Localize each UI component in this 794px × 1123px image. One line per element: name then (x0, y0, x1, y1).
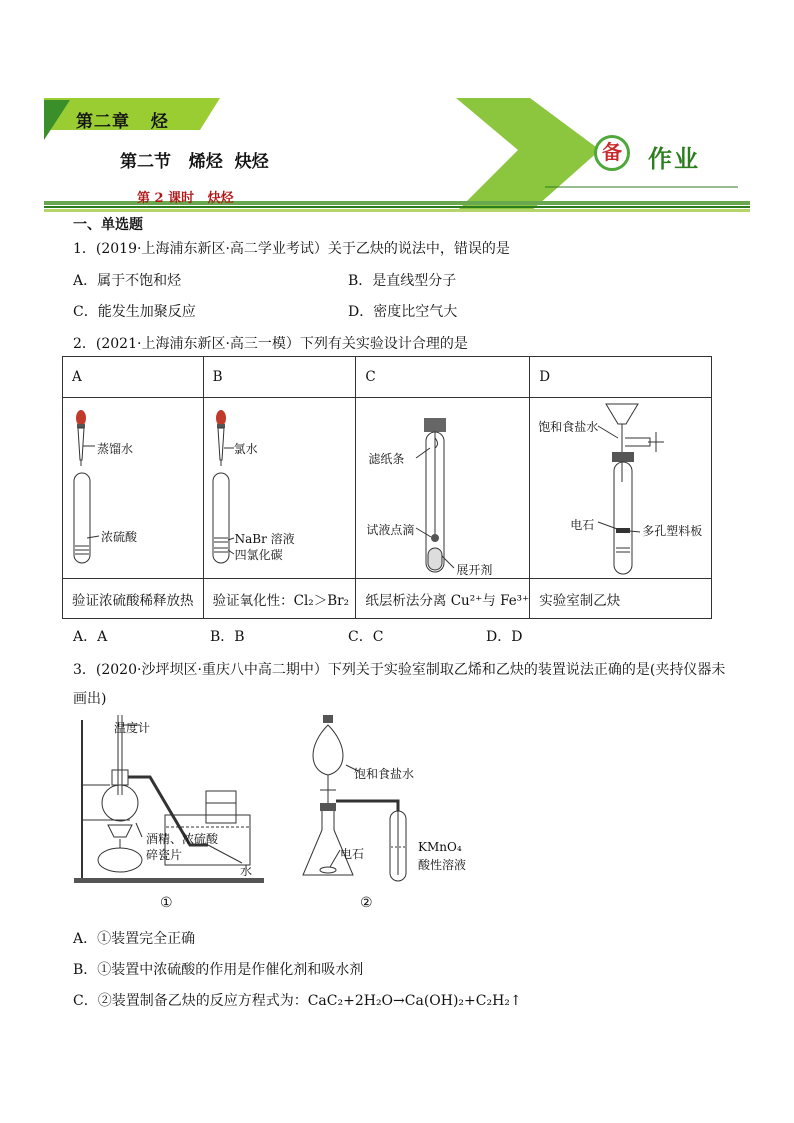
q2-option-d[interactable]: D．D (486, 629, 523, 645)
label-chlorine-water: 氯水 (233, 442, 258, 456)
q3-option-c[interactable]: C．②装置制备乙炔的反应方程式为：CaC₂+2H₂O→Ca(OH)₂+C₂H₂↑ (73, 993, 522, 1009)
dropper-tube-a-icon (63, 398, 204, 578)
figure-number-2: ② (360, 895, 373, 911)
label-thermometer: 温度计 (114, 721, 151, 735)
badge-text: 作业 (648, 144, 700, 173)
figure-number-1: ① (160, 895, 173, 911)
label-nabr-solution: NaBr 溶液 (234, 532, 295, 546)
q2-figure-b (203, 398, 356, 579)
label-alcohol-sulfuric: 酒精、浓硫酸 (146, 832, 219, 846)
section-heading: 第二节 烯烃 炔烃 (120, 152, 269, 172)
label-fig2-carbide: 电石 (340, 847, 365, 861)
chapter-title: 第二章 烃 (76, 112, 169, 132)
q1-option-c[interactable]: C．能发生加聚反应 (73, 304, 196, 320)
q2-stem: 2．(2021·上海浦东新区·高三一模）下列有关实验设计合理的是 (73, 336, 468, 352)
q2-footer-a: 验证浓硫酸稀释放热 (63, 579, 204, 619)
q1-option-a[interactable]: A．属于不饱和烃 (73, 273, 182, 289)
q2-footer-d: 实验室制乙炔 (530, 579, 712, 619)
q2-table (62, 356, 712, 619)
label-developing-agent: 展开剂 (456, 563, 493, 577)
q1-option-d[interactable]: D．密度比空气大 (348, 304, 458, 320)
q1-option-b[interactable]: B．是直线型分子 (348, 273, 457, 289)
q2-footer-b: 验证氧化性：Cl₂＞Br₂ (203, 579, 356, 619)
q2-option-c[interactable]: C．C (348, 629, 384, 645)
label-porcelain-chips: 碎瓷片 (146, 848, 183, 862)
badge-char: 备 (602, 140, 622, 164)
q1-stem: 1．(2019·上海浦东新区·高二学业考试）关于乙炔的说法中，错误的是 (73, 241, 510, 257)
q2-figure-a (63, 398, 204, 579)
q2-header-b: B (203, 357, 356, 398)
label-water: 水 (240, 864, 253, 878)
header-band-3 (44, 209, 750, 212)
label-ccl4: 四氯化碳 (234, 548, 283, 562)
section-title: 一、单选题 (73, 217, 143, 233)
q2-footer-c: 纸层析法分离 Cu²⁺与 Fe³⁺ (356, 579, 530, 619)
label-calcium-carbide: 电石 (570, 518, 595, 532)
label-saturated-brine: 饱和食盐水 (538, 420, 599, 434)
q3-stem-line2: 画出) (73, 691, 107, 707)
label-distilled-water: 蒸馏水 (97, 442, 134, 456)
lesson-heading: 第 2 课时 炔烃 (137, 191, 234, 206)
label-sample-drop: 试液点滴 (366, 523, 415, 537)
q2-figure-d (530, 398, 712, 579)
chevron-arrow-icon (456, 98, 600, 212)
q2-option-b[interactable]: B．B (210, 629, 245, 645)
label-conc-sulfuric-acid: 浓硫酸 (101, 530, 138, 544)
q3-option-b[interactable]: B．①装置中浓硫酸的作用是作催化剂和吸水剂 (73, 962, 364, 978)
label-kmno4: KMnO₄ (418, 840, 462, 854)
q2-figure-c (356, 398, 530, 579)
q2-header-c: C (356, 357, 530, 398)
label-acidic-solution: 酸性溶液 (418, 858, 467, 872)
label-porous-plate: 多孔塑料板 (642, 524, 703, 538)
q2-header-d: D (530, 357, 712, 398)
label-fig2-brine: 饱和食盐水 (354, 767, 415, 781)
chromatography-tube-icon (356, 398, 527, 578)
q2-option-a[interactable]: A．A (73, 629, 108, 645)
q2-header-a: A (63, 357, 204, 398)
q3-option-a[interactable]: A．①装置完全正确 (73, 931, 196, 947)
label-filter-paper: 滤纸条 (368, 452, 405, 466)
header-band-2 (44, 206, 750, 208)
q3-stem-line1: 3．(2020·沙坪坝区·重庆八中高二期中）下列关于实验室制取乙烯和乙炔的装置说法正确的是(夹持仪器未 (73, 662, 726, 678)
